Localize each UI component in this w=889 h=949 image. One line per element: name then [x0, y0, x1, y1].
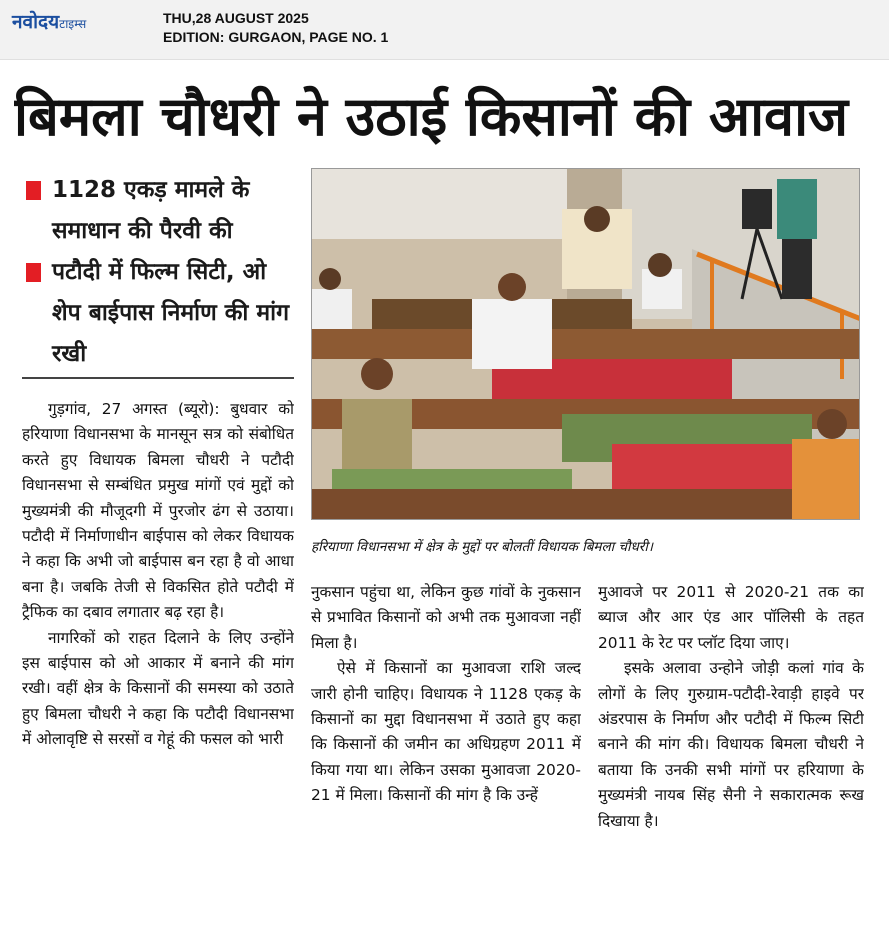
paragraph: नुकसान पहुंचा था, लेकिन कुछ गांवों के नुकसान से प्रभावित किसानों को अभी तक मुआवजा नहीं मिला है। [311, 583, 581, 652]
paragraph: गुड़गांव, 27 अगस्त (ब्यूरो): बुधवार को हरियाणा विधानसभा के मानसून सत्र को संबोधित करते हुए विधायक बिमला चौधरी ने पटौदी विधानसभा से सम्बंधित प्रमुख मांगों एवं मुद्दों को मुख्यमंत्री की मौजूदगी में पुरजोर ढंग से उठाया। पटौदी में निर्माणाधीन बाईपास को लेकर विधायक ने कहा कि अभी जो बाईपास बन रहा है वो आधा बना है। जबकि तेजी से विकसित होते पटौदी में ट्रैफिक का दबाव लगातार बढ़ रहा है। [22, 400, 294, 622]
paragraph: मुआवजे पर 2011 से 2020-21 तक का ब्याज और आर एंड आर पॉलिसी के तहत 2011 के रेट पर प्लॉट दिया जाए। [598, 583, 864, 652]
red-square-bullet-icon [26, 263, 41, 282]
article-headline: बिमला चौधरी ने उठाई किसानों की आवाज [14, 85, 849, 148]
article-column-2 [311, 580, 581, 945]
edition-date: THU,28 AUGUST 2025 [163, 10, 309, 26]
subhead-text: 1128 एकड़ मामले के समाधान की पैरवी की [52, 177, 250, 244]
article-column-3 [598, 580, 864, 945]
article-column-1 [22, 397, 294, 945]
logo-text: नवोदय [12, 11, 60, 33]
subhead-item [24, 252, 294, 375]
paragraph: नागरिकों को राहत दिलाने के लिए उन्होंने इस बाईपास को ओ आकार में बनाने की मांग रखी। वहीं क्षेत्र के किसानों की समस्या को उठाते हुए बिमला चौधरी ने कहा कि पटौदी विधानसभा में ओलावृष्टि से सरसों व गेहूं की फसल को भारी [22, 628, 294, 749]
divider [22, 377, 294, 379]
red-square-bullet-icon [26, 181, 41, 200]
subhead-item [24, 170, 294, 252]
paragraph: ऐसे में किसानों का मुआवजा राशि जल्द जारी होनी चाहिए। विधायक ने 1128 एकड़ के किसानों का मुद्दा विधानसभा में उठाते हुए कहा कि किसानों की जमीन का अधिग्रहण 2011 में किया गया था। लेकिन उसका मुआवजा 2020-21 में मिला। किसानों की मांग है कि उन्हें [311, 659, 581, 805]
assembly-session-photo [311, 168, 860, 520]
photo-caption: हरियाणा विधानसभा में क्षेत्र के मुद्दों पर बोलतीं विधायक बिमला चौधरी। [311, 539, 653, 555]
photo-illustration [312, 169, 860, 520]
logo-subtext: टाइम्स [59, 17, 87, 31]
subhead-text: पटौदी में फिल्म सिटी, ओ शेप बाईपास निर्माण की मांग रखी [52, 259, 290, 367]
subheads [24, 170, 294, 375]
paragraph: इसके अलावा उन्होने जोड़ी कलां गांव के लोगों के लिए गुरुग्राम-पटौदी-रेवाड़ी हाइवे पर अंडरपास के निर्माण और पटौदी में फिल्म सिटी बनाने की मांग की। विधायक बिमला चौधरी ने बताया कि उनकी सभी मांगों पर हरियाणा के मुख्यमंत्री नायब सिंह सैनी ने सकारात्मक रूख दिखाया है। [598, 659, 864, 830]
edition-info [163, 9, 388, 47]
edition-page: EDITION: GURGAON, PAGE NO. 1 [163, 29, 389, 45]
newspaper-logo[interactable] [12, 12, 86, 34]
masthead-bar [0, 0, 889, 60]
